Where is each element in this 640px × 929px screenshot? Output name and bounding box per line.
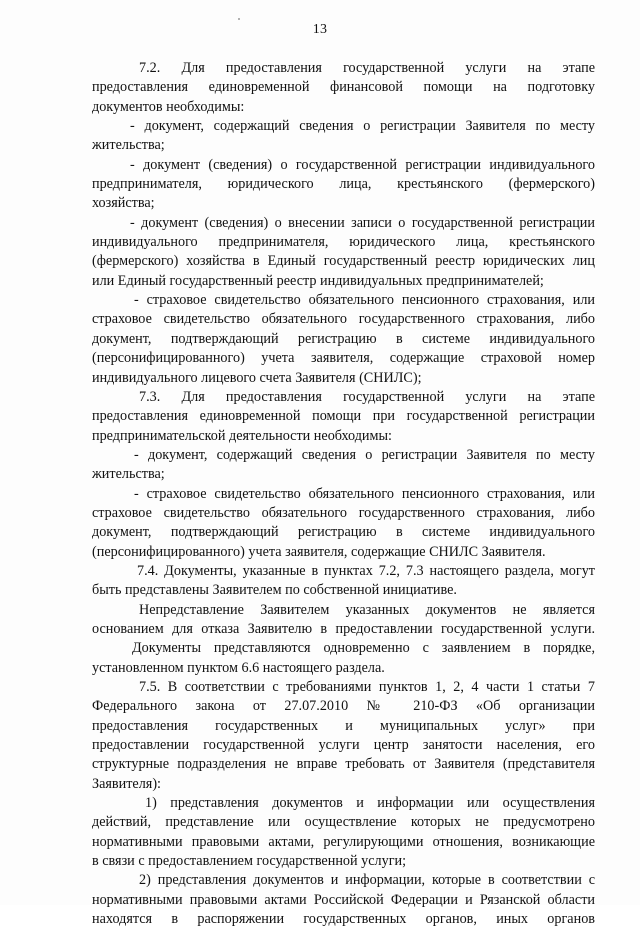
text-line: предпринимательской деятельности необходимы: — [92, 427, 392, 444]
text-line: предоставлении государственной услуги центр занятости населения, его — [92, 737, 595, 754]
text-line: предоставления единовременной помощи при государственной регистрации — [92, 408, 595, 425]
page-number: 13 — [312, 22, 328, 37]
text-line: страховое свидетельство обязательного государственного страхования, либо — [92, 311, 595, 328]
text-line: Заявителя): — [92, 775, 161, 792]
text-line: (фермерского) хозяйства в Единый государственный реестр юридических лиц — [92, 253, 595, 270]
text-line: индивидуального лицевого счета Заявителя (СНИЛС); — [92, 369, 422, 386]
text-line: нормативными правовыми актами Российской Федерации и Рязанской области — [92, 891, 595, 908]
document-body — [92, 59, 595, 929]
scan-speck — [238, 18, 240, 20]
text-line: 7.4. Документы, указанные в пунктах 7.2, 7.3 настоящего раздела, могут — [137, 562, 595, 579]
text-line: основанием для отказа Заявителю в предоставлении государственной услуги. — [92, 620, 595, 637]
text-line: документ, подтверждающий регистрацию в системе индивидуального — [92, 524, 595, 541]
text-line: - документ (сведения) о внесении записи о государственной регистрации — [130, 214, 595, 231]
text-line: структурные подразделения не вправе требовать от Заявителя (представителя — [92, 756, 595, 773]
text-line: 2) представления документов и информации, которые в соответствии с — [139, 872, 595, 889]
text-line: находятся в распоряжении государственных органов, иных органов — [92, 911, 595, 928]
text-line: жительства; — [92, 466, 165, 483]
text-line: предоставления государственных и муниципальных услуг» при — [92, 717, 595, 734]
text-line: в связи с предоставлением государственной услуги; — [92, 853, 407, 870]
text-line: документ, подтверждающий регистрацию в системе индивидуального — [92, 330, 595, 347]
text-line: Непредставление Заявителем указанных документов не является — [139, 601, 595, 618]
text-line: страховое свидетельство обязательного государственного страхования, либо — [92, 504, 595, 521]
text-line: или Единый государственный реестр индивидуальных предпринимателей; — [92, 272, 544, 289]
text-line: (персонифицированного) учета заявителя, содержащие страховой номер — [92, 350, 595, 367]
text-line: предоставления единовременной финансовой помощи на подготовку — [92, 79, 595, 96]
text-line: установленном пунктом 6.6 настоящего раздела. — [92, 659, 385, 676]
text-line: действий, представление или осуществление которых не предусмотрено — [92, 814, 595, 831]
text-line: - документ (сведения) о государственной регистрации индивидуального — [130, 156, 595, 173]
text-line: - страховое свидетельство обязательного пенсионного страхования, или — [134, 292, 595, 309]
text-line: 7.5. В соответствии с требованиями пунктов 1, 2, 4 части 1 статьи 7 — [139, 679, 595, 695]
text-line: - страховое свидетельство обязательного пенсионного страхования, или — [134, 485, 595, 502]
text-line: жительства; — [92, 137, 165, 154]
text-line: 7.2. Для предоставления государственной услуги на этапе — [139, 60, 595, 76]
text-line: Документы представляются одновременно с заявлением в порядке, — [132, 640, 595, 657]
text-line: документов необходимы: — [92, 98, 245, 115]
text-line: предпринимателя, юридического лица, крестьянского (фермерского) — [92, 176, 595, 193]
text-line: - документ, содержащий сведения о регистрации Заявителя по месту — [130, 118, 595, 135]
text-line: Федерального закона от 27.07.2010 № 210-ФЗ «Об организации — [92, 698, 595, 715]
text-line: 7.3. Для предоставления государственной услуги на этапе — [139, 388, 595, 405]
text-line: быть представлены Заявителем по собственной инициативе. — [92, 582, 457, 599]
text-line: (персонифицированного) учета заявителя, содержащие СНИЛС Заявителя. — [92, 543, 546, 560]
text-line: хозяйства; — [92, 195, 155, 212]
text-line: нормативными правовыми актами, регулирующими отношения, возникающие — [92, 833, 595, 850]
text-line: индивидуального предпринимателя, юридического лица, крестьянского — [92, 234, 595, 251]
text-line: 1) представления документов и информации или осуществления — [145, 795, 595, 812]
text-line: - документ, содержащий сведения о регистрации Заявителя по месту — [134, 446, 595, 463]
